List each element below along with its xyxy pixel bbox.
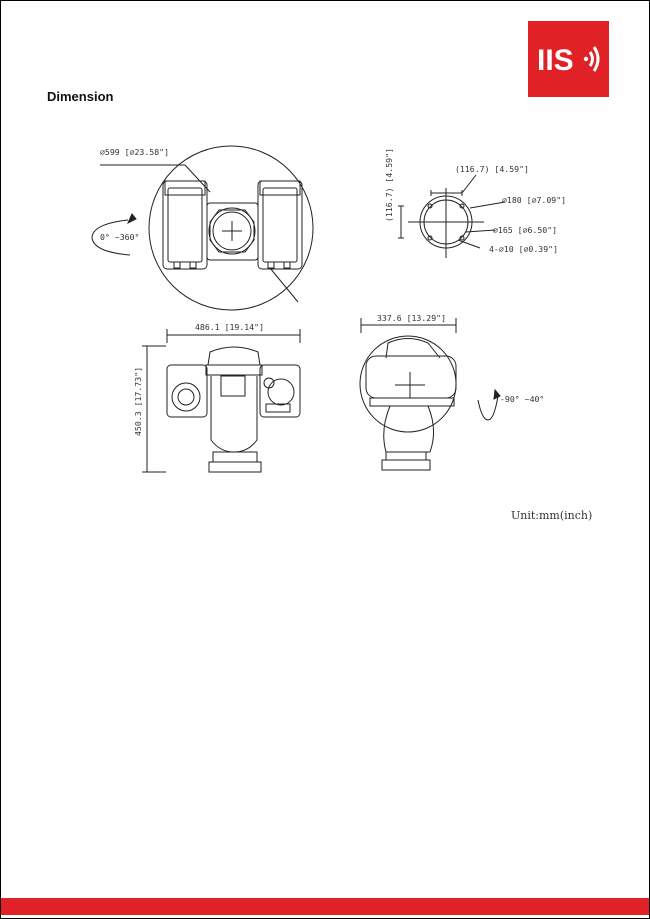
mount-horizontal-label: (116.7) [4.59"] <box>455 164 529 174</box>
mount-holes-label: 4-⌀10 [⌀0.39"] <box>489 244 559 254</box>
top-view-diameter-label: ⌀599 [⌀23.58"] <box>100 147 170 157</box>
front-view <box>142 329 300 472</box>
unit-note: Unit:mm(inch) <box>511 509 593 522</box>
page-title: Dimension <box>47 89 114 104</box>
footer-bar <box>1 898 649 915</box>
mount-vertical-label: (116.7) [4.59"] <box>384 148 394 222</box>
top-view <box>92 146 313 310</box>
mount-outer-diameter-label: ⌀180 [⌀7.09"] <box>502 195 567 205</box>
side-depth-label: 337.6 [13.29"] <box>377 313 447 323</box>
mount-bolt-circle-label: ⌀165 [⌀6.50"] <box>493 225 558 235</box>
side-view <box>360 318 500 470</box>
tilt-range-label: -90° ~40° <box>500 394 545 404</box>
front-height-label: 450.3 [17.73"] <box>133 366 143 436</box>
front-width-label: 486.1 [19.14"] <box>195 322 265 332</box>
brand-logo-text: IIS <box>537 44 574 77</box>
rotation-range-label: 0° ~360° <box>100 232 140 242</box>
